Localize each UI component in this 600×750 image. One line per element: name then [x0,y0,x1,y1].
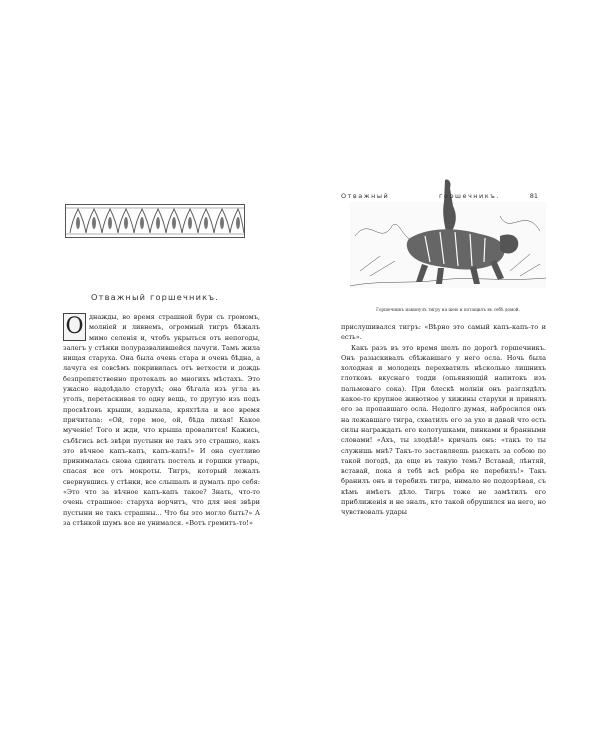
right-paragraph-2: Какъ разъ въ это время шелъ по дорогѣ горшечникъ. Онъ разыскивалъ сбѣжавшаго у него осла. Ночь была холодная и молодецъ перехватилъ нѣсколько лишнихъ глотковъ вкуснаго тодди (опьяняющій напитокъ изъ пальмоваго сока). При блескѣ молніи онъ разглядѣлъ какое-то крупное животное у хижины старухи и принялъ его за пропавшаго осла. Недолго думая, набросился онъ на лежавшаго тигра, схватилъ его за ухо и давай что есть силы награждать его колотушками, пинками и бранными словами! «Ахъ, ты злодѣй!» кричалъ онъ: «такъ то ты служишь мнѣ? Такъ-то заставляешь рыскать за собою по такой погодѣ, да еще въ такую темь? Вставай, лѣнтяй, вставай, пока я тебѣ всѣ ребра не перебилъ!» Такъ бранилъ онъ и теребилъ тигра, нимало не подозрѣвая, съ кѣмъ имѣетъ дѣло. Тигръ тоже не замѣтилъ его приближенія и не зналъ, кто такой обрушился на него, но чувствовалъ удары [341,343,546,517]
right-body-text [341,322,546,518]
left-body-text [63,312,260,528]
page-number: 81 [529,192,538,200]
left-paragraph: днажды, во время страшной бури съ громомъ, молніей и ливнемъ, огромный тигръ бѣжалъ мимо селенія и, чтобъ укрыться отъ непогоды, залегъ у стѣнки полуразвалившейся лачуги. Тамъ жила нищая старуха. Она была очень стара и очень бѣдна, а лачуга ея совсѣмъ покривилась отъ ветхости и дождь безпрепятственно протекалъ во многихъ мѣстахъ. Это ужасно надоѣдало старухѣ; она бѣгала изъ угла въ уголъ, перетаскивая то одну вещь, то другую изъ подъ просвѣтовъ крыши, вздыхала, кряхтѣла и все время причитала: «Ой, горе мое, ой, бѣда лихая! Какое мученіе! Того и жди, что крыша провалится! Кажись, събѣгись всѣ звѣри пустыни не такъ это страшно, какъ это вѣчное капъ-капъ, капъ-капъ!» И она суетливо принималась снова сдвигать постель и горшки утварь, спасая все отъ мокроты. Тигръ, который лежалъ свернувшись у стѣнки, все слышалъ и думалъ про себя: «Это что за вѣчное капъ-капъ такое? Знать, что-то очень страшное: старуха ворчитъ, что для нея звѣри пустыни не такъ страшны... Что бы это могло быть?» А за стѣнкой шумъ все не унимался. «Вотъ гремитъ-то!» [63,313,260,527]
ornamental-headpiece [65,204,245,238]
running-head-right: горшечникъ. [439,192,500,200]
drop-cap: О [63,313,86,341]
right-page [300,0,600,750]
chapter-title: Отважный горшечникъ. [90,292,220,302]
right-paragraph-1: прислушивался тигръ: «Вѣрно это самый капъ-капъ-то и есть». [341,323,546,342]
running-head-left: Отважный [341,192,390,200]
running-head [341,192,538,204]
illustration-caption: Горшечникъ накинулъ тигру на шею и потащилъ въ себѣ домой. [376,307,520,312]
